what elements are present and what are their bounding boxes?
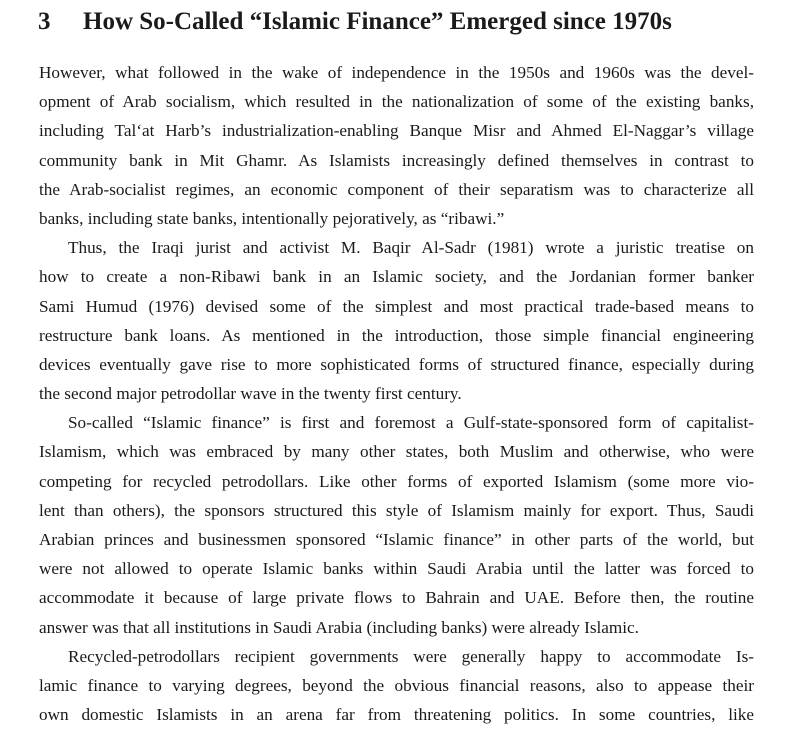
text-line: the Arab-socialist regimes, an economic component of their separatism was to characterize all — [39, 179, 754, 199]
text-line: competing for recycled petrodollars. Like other forms of exported Islamism (some more vio- — [39, 471, 754, 491]
section-title: How So-Called “Islamic Finance” Emerged since 1970s — [83, 8, 672, 35]
text-line: the second major petrodollar wave in the twenty first century. — [39, 384, 462, 404]
body-text — [39, 58, 754, 729]
text-line: own domestic Islamists in an arena far from threatening politics. In some countries, like — [39, 705, 754, 725]
text-line: how to create a non-Ribawi bank in an Islamic society, and the Jordanian former banker — [39, 267, 754, 287]
text-line: restructure bank loans. As mentioned in the introduction, those simple financial engineering — [39, 325, 754, 345]
text-line: lent than others), the sponsors structured this style of Islamism mainly for export. Thus, Saudi — [39, 500, 754, 520]
paragraph-3 — [39, 408, 754, 642]
text-line: answer was that all institutions in Saudi Arabia (including banks) were already Islamic. — [39, 617, 639, 637]
text-line: Islamism, which was embraced by many other states, both Muslim and otherwise, who were — [39, 442, 754, 462]
text-line: Sami Humud (1976) devised some of the simplest and most practical trade-based means to — [39, 296, 754, 316]
paragraph-4 — [39, 642, 754, 730]
paragraph-2 — [39, 233, 754, 408]
text-line: including Tal‘at Harb’s industrialization-enabling Banque Misr and Ahmed El-Naggar’s village — [39, 121, 754, 141]
section-heading — [38, 4, 778, 40]
text-line: devices eventually gave rise to more sophisticated forms of structured finance, especially during — [39, 354, 754, 374]
text-line: So-called “Islamic finance” is first and foremost a Gulf-state-sponsored form of capitalist- — [68, 413, 754, 433]
text-line: community bank in Mit Ghamr. As Islamists increasingly defined themselves in contrast to — [39, 150, 754, 170]
section-number: 3 — [38, 8, 51, 35]
text-line: Arabian princes and businessmen sponsored “Islamic finance” in other parts of the world, but — [39, 530, 754, 549]
text-line: Recycled-petrodollars recipient governments were generally happy to accommodate Is- — [68, 646, 754, 666]
paragraph-1 — [39, 58, 754, 233]
text-line: accommodate it because of large private flows to Bahrain and UAE. Before then, the routine — [39, 588, 754, 608]
text-line: banks, including state banks, intentionally pejoratively, as “ribawi.” — [39, 208, 505, 228]
text-line: Thus, the Iraqi jurist and activist M. Baqir Al-Sadr (1981) wrote a juristic treatise on — [68, 238, 754, 258]
text-line: were not allowed to operate Islamic banks within Saudi Arabia until the latter was forced to — [39, 559, 754, 579]
text-line: lamic finance to varying degrees, beyond the obvious financial reasons, also to appease their — [39, 675, 754, 695]
text-line: However, what followed in the wake of independence in the 1950s and 1960s was the devel- — [39, 63, 754, 82]
text-line: opment of Arab socialism, which resulted in the nationalization of some of the existing banks, — [39, 92, 754, 112]
